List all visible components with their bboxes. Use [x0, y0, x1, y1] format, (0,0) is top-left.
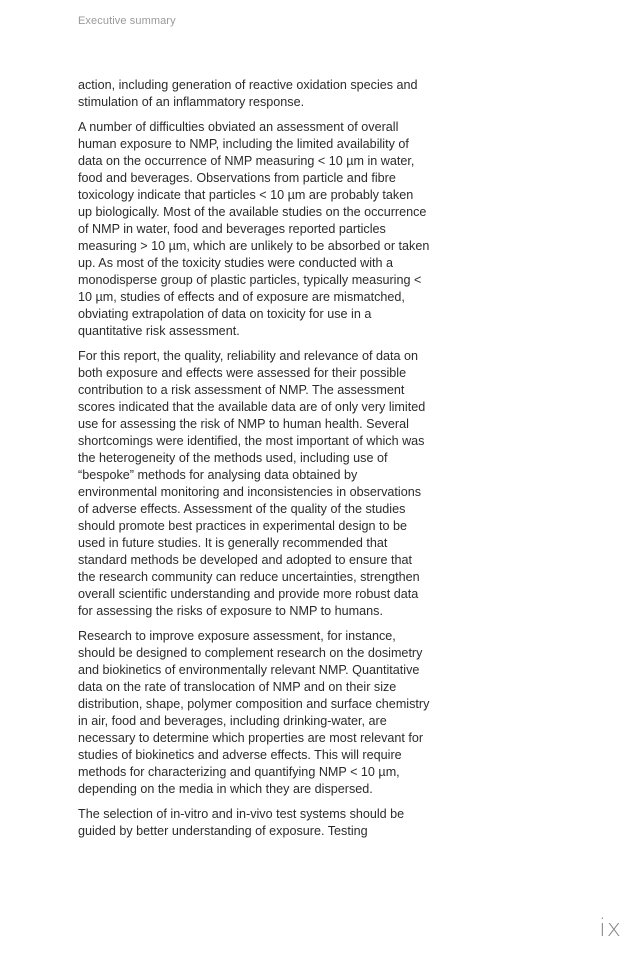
page-number: ix [599, 914, 622, 942]
body-text [78, 77, 430, 848]
paragraph: A number of difficulties obviated an assessment of overall human exposure to NMP, including the limited availability of data on the occurrence of NMP measuring < 10 µm in water, food and beverages. Observations from particle and fibre toxicology indicate that particles < 10 µm are probably taken up biologically. Most of the available studies on the occurrence of NMP in water, food and beverages reported particles measuring > 10 µm, which are unlikely to be absorbed or taken up. As most of the toxicity studies were conducted with a monodisperse group of plastic particles, typically measuring < 10 µm, studies of effects and of exposure are mismatched, obviating extrapolation of data on toxicity for use in a quantitative risk assessment. [78, 120, 430, 338]
running-header: Executive summary [78, 15, 176, 27]
paragraph: action, including generation of reactive oxidation species and stimulation of an inflammatory response. [78, 78, 418, 109]
paragraph: The selection of in-vitro and in-vivo test systems should be guided by better understanding of exposure. Testing [78, 807, 405, 838]
paragraph: For this report, the quality, reliability and relevance of data on both exposure and effects were assessed for their possible contribution to a risk assessment of NMP. The assessment scores indicated that the available data are of only very limited use for assessing the risk of NMP to human health. Several shortcomings were identified, the most important of which was the heterogeneity of the methods used, including use of “bespoke” methods for analysing data obtained by environmental monitoring and inconsistencies in observations of adverse effects. Assessment of the quality of the studies should promote best practices in experimental design to be used in future studies. It is generally recommended that standard methods be developed and adopted to ensure that the research community can reduce uncertainties, strengthen overall scientific understanding and provide more robust data for assessing the risks of exposure to NMP to humans. [78, 349, 426, 618]
paragraph: Research to improve exposure assessment, for instance, should be designed to complement research on the dosimetry and biokinetics of environmentally relevant NMP. Quantitative data on the rate of translocation of NMP and on their size distribution, shape, polymer composition and surface chemistry in air, food and beverages, including drinking-water, are necessary to determine which properties are most relevant for studies of biokinetics and adverse effects. This will require methods for characterizing and quantifying NMP < 10 µm, depending on the media in which they are dispersed. [78, 629, 430, 796]
